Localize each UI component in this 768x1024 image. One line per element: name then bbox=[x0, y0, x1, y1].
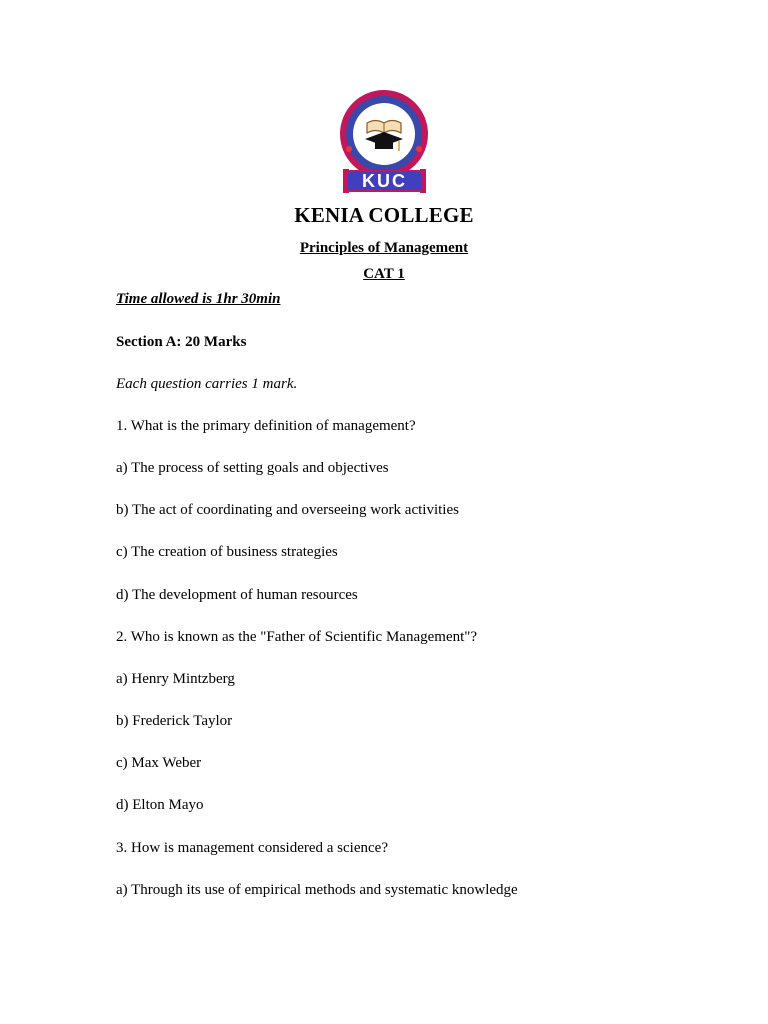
question-2-option-c: c) Max Weber bbox=[116, 755, 202, 771]
question-3: 3. How is management considered a science? bbox=[116, 840, 388, 856]
question-2-option-d: d) Elton Mayo bbox=[116, 797, 204, 813]
question-1: 1. What is the primary definition of management? bbox=[116, 418, 416, 434]
section-heading: Section A: 20 Marks bbox=[116, 334, 247, 350]
question-1-option-c: c) The creation of business strategies bbox=[116, 544, 338, 560]
question-2: 2. Who is known as the "Father of Scientific Management"? bbox=[116, 629, 478, 645]
exam-title: CAT 1 bbox=[363, 266, 405, 282]
question-1-option-d: d) The development of human resources bbox=[116, 587, 358, 603]
college-logo bbox=[337, 89, 432, 194]
logo-text: KUC bbox=[362, 171, 407, 191]
question-3-option-a: a) Through its use of empirical methods and systematic knowledge bbox=[116, 882, 518, 898]
college-name: KENIA COLLEGE bbox=[294, 203, 474, 227]
question-1-option-a: a) The process of setting goals and objectives bbox=[116, 460, 389, 476]
question-2-option-b: b) Frederick Taylor bbox=[116, 713, 233, 729]
question-1-option-b: b) The act of coordinating and overseeing work activities bbox=[116, 502, 459, 518]
question-2-option-a: a) Henry Mintzberg bbox=[116, 671, 235, 687]
instruction-text: Each question carries 1 mark. bbox=[116, 376, 298, 392]
time-allowed: Time allowed is 1hr 30min bbox=[116, 291, 281, 307]
subject-title: Principles of Management bbox=[299, 240, 469, 256]
